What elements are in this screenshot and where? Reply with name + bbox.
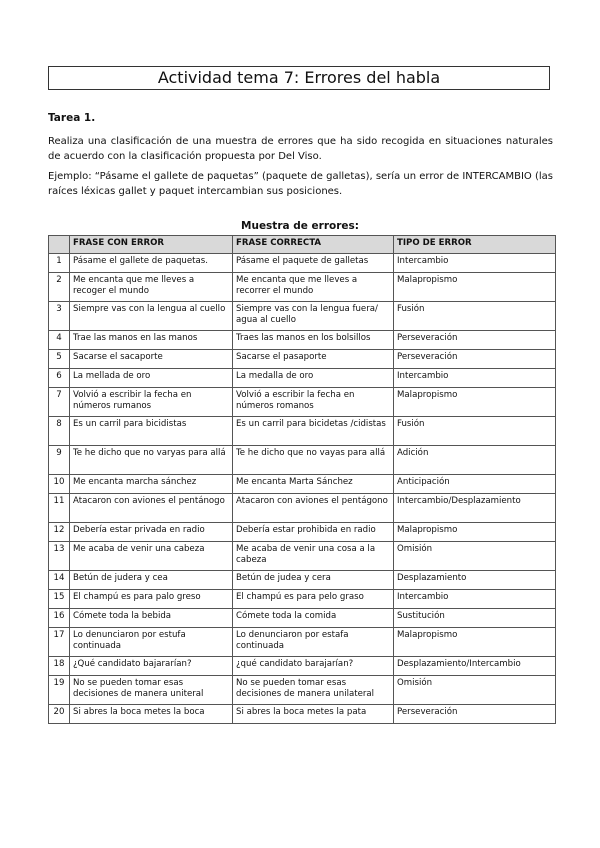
error-type: Malapropismo xyxy=(394,523,556,542)
correct-phrase: Atacaron con aviones el pentágono xyxy=(233,494,394,523)
table-row xyxy=(49,446,556,475)
correct-phrase: Sacarse el pasaporte xyxy=(233,350,394,369)
error-phrase: Cómete toda la bebida xyxy=(70,609,233,628)
error-phrase: Betún de judera y cea xyxy=(70,571,233,590)
error-phrase: Siempre vas con la lengua al cuello xyxy=(70,302,233,331)
row-number: 11 xyxy=(49,494,70,523)
table-row xyxy=(49,628,556,657)
error-type: Fusión xyxy=(394,302,556,331)
error-phrase: Sacarse el sacaporte xyxy=(70,350,233,369)
header-error-type: TIPO DE ERROR xyxy=(394,236,556,254)
error-type: Desplazamiento xyxy=(394,571,556,590)
table-row xyxy=(49,273,556,302)
row-number: 5 xyxy=(49,350,70,369)
error-type: Malapropismo xyxy=(394,628,556,657)
table-row xyxy=(49,350,556,369)
task-label: Tarea 1. xyxy=(48,112,96,124)
table-row xyxy=(49,571,556,590)
row-number: 17 xyxy=(49,628,70,657)
row-number: 3 xyxy=(49,302,70,331)
error-type: Sustitución xyxy=(394,609,556,628)
correct-phrase: Cómete toda la comida xyxy=(233,609,394,628)
table-row xyxy=(49,590,556,609)
row-number: 15 xyxy=(49,590,70,609)
error-phrase: Pásame el gallete de paquetas. xyxy=(70,254,233,273)
table-row xyxy=(49,302,556,331)
error-type: Fusión xyxy=(394,417,556,446)
row-number: 13 xyxy=(49,542,70,571)
correct-phrase: Lo denunciaron por estafa continuada xyxy=(233,628,394,657)
error-type: Adición xyxy=(394,446,556,475)
correct-phrase: ¿qué candidato barajarían? xyxy=(233,657,394,676)
error-phrase: Me encanta marcha sánchez xyxy=(70,475,233,494)
page-title: Actividad tema 7: Errores del habla xyxy=(48,66,550,90)
error-phrase: La mellada de oro xyxy=(70,369,233,388)
correct-phrase: Siempre vas con la lengua fuera/ agua al cuello xyxy=(233,302,394,331)
error-phrase: Volvió a escribir la fecha en números rumanos xyxy=(70,388,233,417)
table-row xyxy=(49,705,556,724)
error-type: Desplazamiento/Intercambio xyxy=(394,657,556,676)
row-number: 8 xyxy=(49,417,70,446)
correct-phrase: Me acaba de venir una cosa a la cabeza xyxy=(233,542,394,571)
correct-phrase: Te he dicho que no vayas para allá xyxy=(233,446,394,475)
error-phrase: Me encanta que me lleves a recoger el mundo xyxy=(70,273,233,302)
error-phrase: Atacaron con aviones el pentánogo xyxy=(70,494,233,523)
table-row xyxy=(49,676,556,705)
table-row xyxy=(49,494,556,523)
row-number: 19 xyxy=(49,676,70,705)
table-row xyxy=(49,331,556,350)
header-number xyxy=(49,236,70,254)
error-phrase: Si abres la boca metes la boca xyxy=(70,705,233,724)
example-text: Ejemplo: “Pásame el gallete de paquetas” (paquete de galletas), sería un error de INTERCAMBIO (las raíces léxicas gallet y paquet intercambian sus posiciones. xyxy=(48,171,553,197)
row-number: 7 xyxy=(49,388,70,417)
error-type: Intercambio xyxy=(394,254,556,273)
error-phrase: ¿Qué candidato bajararían? xyxy=(70,657,233,676)
error-type: Anticipación xyxy=(394,475,556,494)
correct-phrase: No se pueden tomar esas decisiones de manera unilateral xyxy=(233,676,394,705)
correct-phrase: La medalla de oro xyxy=(233,369,394,388)
error-phrase: Lo denunciaron por estufa continuada xyxy=(70,628,233,657)
error-phrase: Debería estar privada en radio xyxy=(70,523,233,542)
row-number: 20 xyxy=(49,705,70,724)
error-type: Omisión xyxy=(394,542,556,571)
table-row xyxy=(49,475,556,494)
row-number: 12 xyxy=(49,523,70,542)
error-phrase: Te he dicho que no varyas para allá xyxy=(70,446,233,475)
error-type: Intercambio xyxy=(394,369,556,388)
error-phrase: No se pueden tomar esas decisiones de manera uniteral xyxy=(70,676,233,705)
error-phrase: El champú es para palo greso xyxy=(70,590,233,609)
error-phrase: Me acaba de venir una cabeza xyxy=(70,542,233,571)
table-row xyxy=(49,417,556,446)
row-number: 1 xyxy=(49,254,70,273)
error-phrase: Trae las manos en las manos xyxy=(70,331,233,350)
correct-phrase: Me encanta que me lleves a recorrer el mundo xyxy=(233,273,394,302)
error-type: Malapropismo xyxy=(394,273,556,302)
row-number: 4 xyxy=(49,331,70,350)
correct-phrase: Betún de judea y cera xyxy=(233,571,394,590)
table-row xyxy=(49,254,556,273)
error-phrase: Es un carril para bicidistas xyxy=(70,417,233,446)
correct-phrase: Me encanta Marta Sánchez xyxy=(233,475,394,494)
errors-table xyxy=(48,235,556,724)
table-row xyxy=(49,523,556,542)
header-error-phrase: FRASE CON ERROR xyxy=(70,236,233,254)
table-caption: Muestra de errores: xyxy=(241,220,359,232)
correct-phrase: Traes las manos en los bolsillos xyxy=(233,331,394,350)
row-number: 16 xyxy=(49,609,70,628)
table-row xyxy=(49,369,556,388)
error-type: Omisión xyxy=(394,676,556,705)
correct-phrase: Pásame el paquete de galletas xyxy=(233,254,394,273)
row-number: 14 xyxy=(49,571,70,590)
table-row xyxy=(49,542,556,571)
row-number: 18 xyxy=(49,657,70,676)
error-type: Perseveración xyxy=(394,331,556,350)
correct-phrase: Si abres la boca metes la pata xyxy=(233,705,394,724)
table-row xyxy=(49,388,556,417)
row-number: 10 xyxy=(49,475,70,494)
correct-phrase: Volvió a escribir la fecha en números romanos xyxy=(233,388,394,417)
table-row xyxy=(49,657,556,676)
instruction-text: Realiza una clasificación de una muestra de errores que ha sido recogida en situaciones naturales de acuerdo con la clasificación propuesta por Del Viso. xyxy=(48,136,553,162)
row-number: 9 xyxy=(49,446,70,475)
correct-phrase: El champú es para pelo graso xyxy=(233,590,394,609)
error-type: Malapropismo xyxy=(394,388,556,417)
error-type: Perseveración xyxy=(394,705,556,724)
error-type: Perseveración xyxy=(394,350,556,369)
row-number: 6 xyxy=(49,369,70,388)
table-row xyxy=(49,609,556,628)
header-correct-phrase: FRASE CORRECTA xyxy=(233,236,394,254)
table-header-row xyxy=(49,236,556,254)
correct-phrase: Debería estar prohibida en radio xyxy=(233,523,394,542)
row-number: 2 xyxy=(49,273,70,302)
error-type: Intercambio xyxy=(394,590,556,609)
correct-phrase: Es un carril para bicidetas /cidistas xyxy=(233,417,394,446)
error-type: Intercambio/Desplazamiento xyxy=(394,494,556,523)
